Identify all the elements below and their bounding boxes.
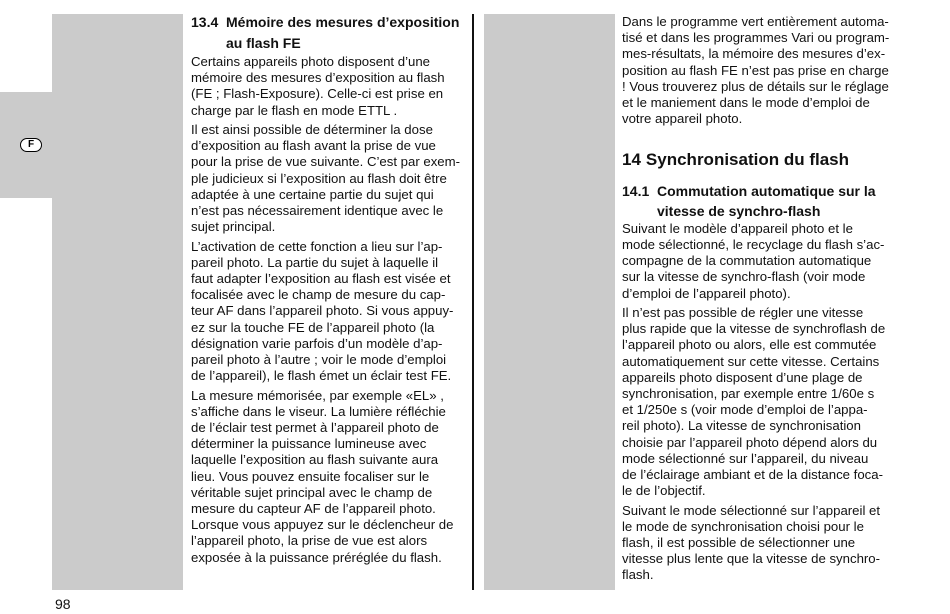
section-number: 14.1 xyxy=(622,183,650,199)
page-number: 98 xyxy=(55,596,71,612)
body-paragraph: Suivant le mode sélectionné sur l’appareil et le mode de synchronisation choisi pour le flash, il est possible de sélectionner une vitesse plus lente que la vitesse de synchro- flash. xyxy=(622,502,881,583)
body-paragraph: La mesure mémorisée, par exemple «EL» , s’affiche dans le viseur. La lumière réfléchie de l’éclair test permet à l’appareil photo de déterminer la puissance lumineuse avec laquelle l’exposition au flash suivante aura lieu. Vous pouvez ensuite focaliser sur le véritable sujet principal avec le champ de mesure du capteur AF de l’appareil photo. Lorsque vous appuyez sur le déclencheur de l’appareil photo, la prise de vue est alors exposée à la puissance préréglée du flash. xyxy=(191,387,454,565)
column-divider-rule xyxy=(472,14,474,590)
body-paragraph: Il est ainsi possible de déterminer la dose d’exposition au flash avant la prise de vue pour la prise de vue suivante. C’est par exem- ple judicieux si l’exposition au flash doit être adaptée à une certaine partie du sujet qui n’est pas nécessairement identique avec le sujet principal. xyxy=(191,122,461,235)
body-paragraph: Certains appareils photo disposent d’une mémoire des mesures d’exposition au flash (FE ; Flash-Exposure). Celle-ci est prise en charge par le flash en mode ETTL . xyxy=(191,54,445,118)
chapter-title: Synchronisation du flash xyxy=(645,150,850,169)
body-paragraph: L’activation de cette fonction a lieu sur l’ap- pareil photo. La partie du sujet à laquelle il faut adapter l’exposition au flash est visée et focalisée avec le champ de mesure du cap- teur AF dans l’appareil photo. Si vous appuy- ez sur la touche FE de l’appareil photo (la désignation varie parfois d’un modèle d’ap- pareil photo à l’autre ; voir le mode d’emploi de l’appareil), le flash émet un éclair test FE. xyxy=(191,238,454,384)
section-title: Commutation automatique sur la vitesse de synchro-flash xyxy=(657,183,876,219)
body-paragraph: Suivant le modèle d’appareil photo et le mode sélectionné, le recyclage du flash s’ac- compagne de la commutation automatique sur la vitesse de synchro-flash (voir mode d’emploi de l’appareil photo). xyxy=(622,220,885,301)
chapter-number: 14 xyxy=(622,150,641,169)
left-gray-margin-band xyxy=(52,14,183,590)
right-column-body xyxy=(622,221,902,587)
chapter-heading xyxy=(622,149,849,171)
right-column-intro xyxy=(622,14,902,131)
section-number: 13.4 xyxy=(191,14,219,30)
section-title: Mémoire des mesures d’exposition au flash FE xyxy=(226,14,460,51)
body-paragraph: Il n’est pas possible de régler une vitesse plus rapide que la vitesse de synchroflash de l’appareil photo ou alors, elle est commutée automatiquement sur cette vitesse. Certains appareils photo disposent d’une plage de synchronisation, par exemple entre 1/60e s et 1/250e s (voir mode d’emploi de l’appa- reil photo). La vitesse de synchronisation choisie par l’appareil photo dépend alors du mode sélectionné sur l’appareil, du niveau de l’éclairage ambiant et de la distance foca- le de l’objectif. xyxy=(622,305,886,499)
section-heading xyxy=(622,181,876,221)
section-heading xyxy=(191,12,459,54)
language-badge: F xyxy=(20,138,42,152)
right-gray-margin-band xyxy=(484,14,615,590)
left-column-body xyxy=(191,54,471,569)
body-paragraph: Dans le programme vert entièrement automa- tisé et dans les programmes Vari ou program- mes-résultats, la mémoire des mesures d’ex- position au flash FE n’est pas prise en charge ! Vous trouverez plus de détails sur le réglage et le maniement dans le mode d’emploi de votre appareil photo. xyxy=(622,14,890,127)
